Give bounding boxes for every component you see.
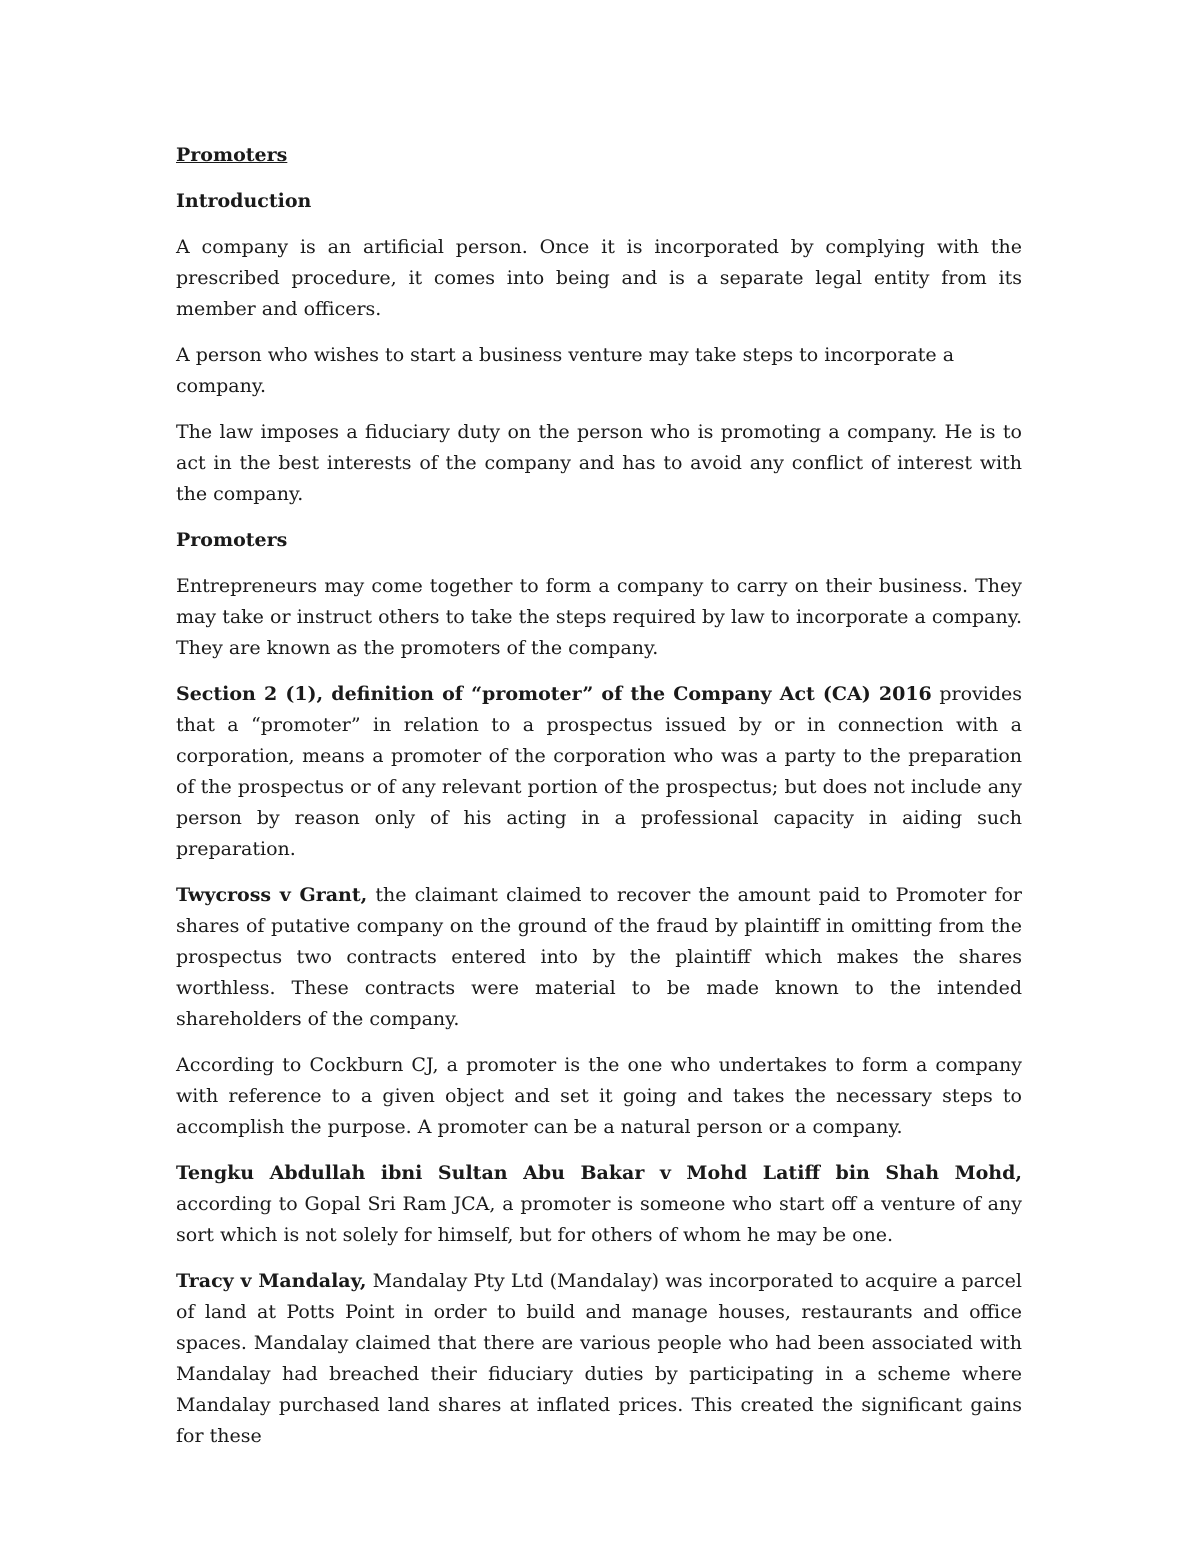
intro-paragraph-1: A company is an artificial person. Once it is incorporated by complying with the prescribed procedure, it comes into being and is a separate legal entity from its member and officers.: [176, 236, 1022, 320]
tengku-case-name: Tengku Abdullah ibni Sultan Abu Bakar v Mohd Latiff bin Shah Mohd,: [176, 1162, 1022, 1184]
section-definition-lead: Section 2 (1), definition of “promoter” of the Company Act (CA) 2016: [176, 683, 932, 705]
tengku-paragraph: [176, 1158, 1022, 1251]
tengku-body: according to Gopal Sri Ram JCA, a promoter is someone who start off a venture of any sort which is not solely for himself, but for others of whom he may be one.: [176, 1193, 1022, 1246]
tracy-body: Mandalay Pty Ltd (Mandalay) was incorporated to acquire a parcel of land at Potts Point in order to build and manage houses, restaurants and office spaces. Mandalay claimed that there are various people who had been associated with Mandalay had breached their fiduciary duties by participating in a scheme where Mandalay purchased land shares at inflated prices. This created the significant gains for these: [176, 1270, 1022, 1447]
twycross-case-name: Twycross v Grant,: [176, 884, 368, 906]
tracy-paragraph: [176, 1266, 1022, 1452]
cockburn-paragraph: According to Cockburn CJ, a promoter is the one who undertakes to form a company with reference to a given object and set it going and takes the necessary steps to accomplish the purpose. A promoter can be a natural person or a company.: [176, 1054, 1022, 1138]
introduction-heading: Introduction: [176, 190, 312, 212]
twycross-paragraph: [176, 880, 1022, 1035]
section-definition-body: provides that a “promoter” in relation to a prospectus issued by or in connection with a corporation, means a promoter of the corporation who was a party to the preparation of the prospectus or of any relevant portion of the prospectus; but does not include any person by reason only of his acting in a professional capacity in aiding such preparation.: [176, 683, 1022, 860]
document-title: Promoters: [176, 144, 288, 166]
intro-paragraph-3: The law imposes a fiduciary duty on the person who is promoting a company. He is to act in the best interests of the company and has to avoid any conflict of interest with the company.: [176, 421, 1022, 505]
tracy-case-name: Tracy v Mandalay,: [176, 1270, 367, 1292]
section-definition-paragraph: [176, 679, 1022, 865]
document-page: [176, 140, 1022, 1467]
twycross-body: the claimant claimed to recover the amount paid to Promoter for shares of putative company on the ground of the fraud by plaintiff in omitting from the prospectus two contracts entered into by the plaintiff which makes the shares worthless. These contracts were material to be made known to the intended shareholders of the company.: [176, 884, 1022, 1030]
promoters-heading: Promoters: [176, 529, 288, 551]
promoters-paragraph: Entrepreneurs may come together to form a company to carry on their business. They may take or instruct others to take the steps required by law to incorporate a company. They are known as the promoters of the company.: [176, 575, 1022, 659]
intro-paragraph-2: A person who wishes to start a business venture may take steps to incorporate a company.: [176, 344, 955, 397]
